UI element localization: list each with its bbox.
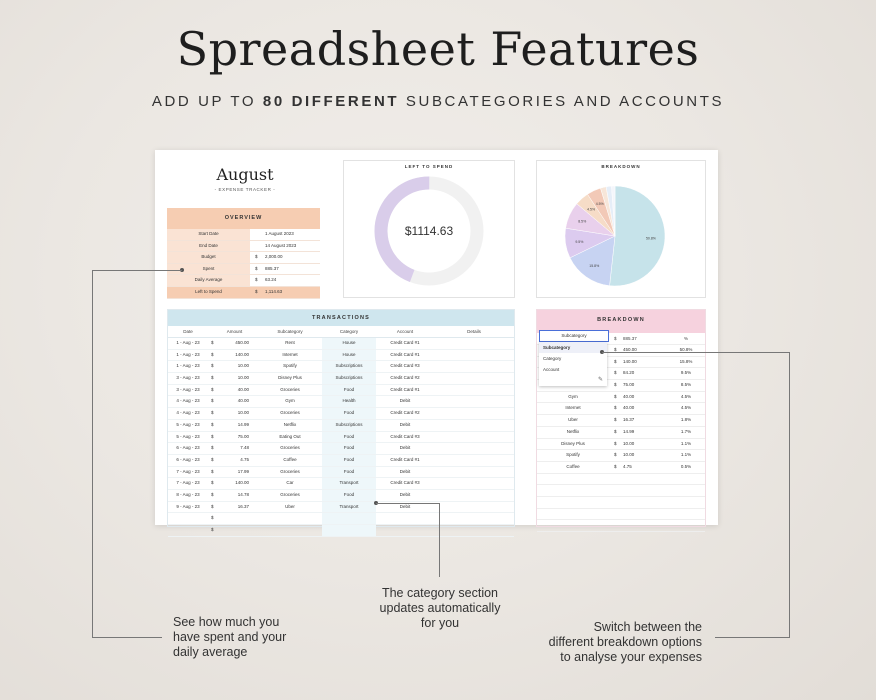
col-amount: Amount [226, 329, 243, 334]
cell-date[interactable]: 1 - Aug - 23 [176, 340, 200, 345]
cell-details[interactable] [434, 408, 514, 419]
overview-label: Budget [167, 252, 250, 263]
cell-category: Subscriptions [322, 420, 376, 431]
cell-details[interactable] [434, 373, 514, 384]
breakdown-total: $ 885.37 [614, 336, 637, 341]
overview-row [167, 287, 320, 299]
pie-label: 9.5% [575, 239, 584, 244]
breakdown-amount: $ 450.00 [614, 347, 637, 352]
cell-account[interactable]: Credit Card #1 [390, 456, 420, 462]
col-date: Date [183, 329, 193, 334]
cell-account[interactable]: Credit Card #2 [390, 410, 420, 416]
breakdown-pie-chart [537, 161, 705, 297]
annotation-line-right-h [602, 352, 789, 353]
cell-subcategory[interactable]: Spotify [283, 363, 297, 369]
cell-details[interactable] [434, 502, 514, 513]
breakdown-selector-input[interactable]: Subcategory [539, 330, 609, 342]
cell-subcategory[interactable]: Eating Out [279, 433, 301, 439]
overview-row [167, 264, 320, 276]
table-row[interactable] [168, 408, 514, 420]
annotation-line-left-v [92, 270, 93, 637]
cell-account[interactable]: Credit Card #1 [390, 340, 420, 345]
cell-category: Subscriptions [322, 373, 376, 384]
breakdown-row [537, 439, 705, 451]
cell-details[interactable] [434, 525, 514, 536]
pie-label: 4.5% [587, 207, 596, 212]
cell-category: Food [322, 408, 376, 419]
annotation-right: Switch between the different breakdown options to analyse your expenses [548, 620, 702, 664]
cell-subcategory[interactable]: Groceries [280, 386, 300, 392]
cell-category: Food [322, 443, 376, 454]
overview-label: Left to Spend [167, 287, 250, 298]
left-to-spend-title: LEFT TO SPEND [404, 164, 454, 169]
cell-amount[interactable]: $ 14.99 [211, 421, 249, 427]
breakdown-name: Disney Plus [561, 440, 585, 446]
cell-details[interactable] [434, 396, 514, 407]
cell-subcategory[interactable] [258, 513, 322, 524]
cell-subcategory[interactable]: Uber [285, 503, 295, 509]
breakdown-amount [609, 497, 667, 508]
table-row[interactable] [168, 502, 514, 514]
annotation-middle: The category section updates automatically for you [379, 586, 501, 630]
breakdown-row [537, 485, 705, 497]
cell-subcategory[interactable]: Internet [282, 351, 298, 357]
breakdown-row [537, 415, 705, 427]
pie-slice-rent [610, 186, 665, 286]
breakdown-pct [667, 474, 705, 485]
breakdown-amount: $ 10.00 [614, 440, 635, 446]
overview-row [167, 252, 320, 264]
cell-date[interactable]: 7 - Aug - 23 [176, 468, 200, 474]
cell-amount[interactable]: $ 40.00 [211, 386, 249, 392]
cell-date[interactable]: 3 - Aug - 23 [176, 375, 200, 381]
overview-label: Spent [167, 264, 250, 275]
breakdown-amount: $ 75.00 [614, 382, 635, 388]
breakdown-name: Internet [565, 405, 581, 411]
cell-subcategory[interactable]: Groceries [280, 410, 300, 416]
transactions-header: TRANSACTIONS [168, 310, 514, 326]
cell-details[interactable] [434, 513, 514, 524]
cell-details[interactable] [434, 443, 514, 454]
dropdown-option-account[interactable]: Account [543, 367, 560, 372]
breakdown-row [537, 520, 705, 532]
cell-subcategory[interactable]: Rent [285, 340, 295, 345]
breakdown-name [537, 509, 609, 520]
cell-amount[interactable]: $ 10.00 [211, 375, 249, 381]
cell-category: House [322, 350, 376, 361]
cell-date[interactable]: 8 - Aug - 23 [176, 491, 200, 497]
breakdown-name: Netflix [566, 428, 580, 434]
cell-amount[interactable]: $ 14.78 [211, 491, 249, 497]
overview-header: OVERVIEW [167, 208, 320, 229]
page-title: Spreadsheet Features [176, 22, 700, 76]
breakdown-amount: $ 10.00 [614, 452, 635, 458]
cell-account[interactable]: Debit [399, 421, 411, 427]
col-details: Details [467, 329, 481, 334]
cell-account[interactable]: Debit [399, 503, 411, 509]
breakdown-pct: 4.5% [680, 405, 692, 411]
cell-date[interactable]: 5 - Aug - 23 [176, 433, 200, 439]
breakdown-pct: 1.1% [680, 440, 692, 446]
cell-subcategory[interactable]: Netflix [283, 421, 297, 427]
breakdown-dropdown-menu [539, 342, 607, 386]
breakdown-pct: 1.8% [680, 417, 692, 423]
overview-label: Start Date [167, 229, 250, 240]
breakdown-name [537, 520, 609, 531]
cell-amount[interactable]: $ 4.75 [211, 456, 249, 462]
table-row[interactable] [168, 361, 514, 373]
cell-category: Food [322, 467, 376, 478]
breakdown-amount: $ 16.37 [614, 417, 635, 423]
overview-value: 14 August 2023 [265, 242, 297, 248]
table-row[interactable] [168, 513, 514, 525]
cell-date[interactable] [168, 525, 208, 536]
cell-date[interactable]: 7 - Aug - 23 [176, 480, 200, 486]
breakdown-pct: 4.5% [680, 393, 692, 399]
breakdown-pct: 15.8% [679, 358, 693, 364]
breakdown-pct [667, 520, 705, 531]
table-row[interactable] [168, 385, 514, 397]
breakdown-amount [609, 509, 667, 520]
cell-subcategory[interactable]: Groceries [280, 468, 300, 474]
cell-amount[interactable]: $ 75.00 [211, 433, 249, 439]
breakdown-row [537, 403, 705, 415]
cell-amount[interactable]: $ 10.00 [211, 410, 249, 416]
cell-details[interactable] [434, 490, 514, 501]
table-row[interactable] [168, 525, 514, 537]
cell-account[interactable] [376, 513, 434, 524]
breakdown-pct: 0.5% [680, 463, 692, 469]
overview-table [167, 208, 320, 299]
breakdown-amount: $ 84.20 [614, 370, 635, 376]
table-row[interactable] [168, 467, 514, 479]
cell-subcategory[interactable]: Gym [285, 398, 295, 404]
breakdown-pct [667, 497, 705, 508]
cell-details[interactable] [434, 467, 514, 478]
overview-label: Daily Average [167, 275, 250, 286]
breakdown-pct [667, 485, 705, 496]
page-subtitle: ADD UP TO 80 DIFFERENT SUBCATEGORIES AND ACCOUNTS [151, 93, 725, 110]
cell-details[interactable] [434, 338, 514, 349]
breakdown-table-header: BREAKDOWN [537, 310, 705, 333]
cell-date[interactable]: 1 - Aug - 23 [176, 363, 200, 369]
breakdown-amount: $ 40.00 [614, 393, 635, 399]
cell-date[interactable]: 9 - Aug - 23 [176, 503, 200, 509]
pie-label: 8.5% [578, 219, 587, 224]
breakdown-row [537, 497, 705, 509]
annotation-line-left-h [92, 270, 182, 271]
pencil-icon[interactable]: ✎ [597, 377, 603, 383]
cell-subcategory[interactable]: Groceries [280, 445, 300, 451]
cell-account[interactable]: Credit Card #3 [390, 480, 420, 486]
breakdown-pct-header: % [683, 336, 688, 341]
cell-category: Food [322, 385, 376, 396]
cell-category: House [322, 338, 376, 349]
cell-category: Transport [322, 478, 376, 489]
annotation-line-right-v [789, 352, 790, 637]
cell-amount[interactable]: $ [211, 527, 214, 532]
breakdown-amount: $ 14.99 [614, 428, 635, 434]
cell-amount[interactable]: $ 140.00 [211, 480, 249, 486]
cell-date[interactable]: 3 - Aug - 23 [176, 386, 200, 392]
breakdown-amount [609, 474, 667, 485]
cell-account[interactable]: Debit [399, 445, 411, 451]
cell-subcategory[interactable] [258, 525, 322, 536]
cell-date[interactable]: 4 - Aug - 23 [176, 398, 200, 404]
cell-category [322, 525, 376, 536]
cell-details[interactable] [434, 478, 514, 489]
cell-date[interactable] [168, 513, 208, 524]
overview-value: $ 1,114.63 [250, 287, 320, 298]
cell-category: Food [322, 455, 376, 466]
annotation-line-left-h2 [92, 637, 162, 638]
cell-details[interactable] [434, 420, 514, 431]
breakdown-amount [609, 520, 667, 531]
cell-account[interactable] [376, 525, 434, 536]
breakdown-pct: 50.8% [679, 347, 693, 352]
cell-account[interactable]: Debit [399, 398, 411, 404]
breakdown-row [537, 462, 705, 474]
breakdown-amount: $ 140.00 [614, 358, 637, 364]
tracker-subtitle: - EXPENSE TRACKER - [214, 187, 276, 192]
cell-subcategory[interactable]: Disney Plus [278, 375, 302, 381]
col-category: Category [339, 329, 359, 334]
table-row[interactable] [168, 350, 514, 362]
annotation-line-middle-h [376, 503, 439, 504]
cell-amount[interactable]: $ [211, 515, 214, 521]
overview-value: $ 2,000.00 [255, 254, 283, 260]
cell-subcategory[interactable]: Groceries [280, 491, 300, 497]
breakdown-row [537, 474, 705, 486]
table-row[interactable] [168, 396, 514, 408]
overview-label: End Date [167, 241, 250, 252]
breakdown-amount: $ 4.75 [614, 463, 632, 469]
col-account: Account [396, 329, 414, 334]
breakdown-chart-title: BREAKDOWN [601, 164, 641, 169]
overview-row [167, 275, 320, 287]
breakdown-name: Spotify [566, 452, 580, 458]
left-to-spend-card [343, 160, 515, 298]
cell-account[interactable]: Credit Card #2 [390, 375, 420, 381]
annotation-line-right-h2 [715, 637, 790, 638]
overview-value: $ 63.24 [255, 277, 277, 283]
breakdown-name: Coffee [566, 463, 580, 469]
cell-date[interactable]: 5 - Aug - 23 [176, 421, 200, 427]
cell-amount[interactable]: $ 450.00 [211, 340, 249, 345]
table-row[interactable] [168, 490, 514, 502]
pie-label: 50.8% [645, 236, 656, 241]
dropdown-option-subcategory[interactable]: Subcategory [539, 342, 607, 353]
breakdown-row [537, 450, 705, 462]
breakdown-name: Uber [568, 417, 578, 423]
month-title: August [216, 165, 274, 184]
breakdown-row [537, 427, 705, 439]
cell-account[interactable]: Credit Card #3 [390, 433, 420, 439]
cell-amount[interactable]: $ 16.37 [211, 503, 249, 509]
breakdown-amount: $ 40.00 [614, 405, 635, 411]
cell-account[interactable]: Credit Card #3 [390, 363, 420, 369]
cell-details[interactable] [434, 385, 514, 396]
cell-subcategory[interactable]: Car [286, 480, 294, 486]
cell-subcategory[interactable]: Coffee [283, 456, 297, 462]
cell-date[interactable]: 6 - Aug - 23 [176, 445, 200, 451]
transactions-columns [168, 326, 514, 338]
cell-category [322, 513, 376, 524]
transactions-table [167, 309, 515, 532]
breakdown-pct [667, 509, 705, 520]
cell-category: Health [322, 396, 376, 407]
cell-category: Transport [322, 502, 376, 513]
breakdown-chart-card [536, 160, 706, 298]
dropdown-option-category[interactable]: Category [543, 356, 562, 361]
breakdown-pct: 8.5% [680, 382, 692, 388]
left-to-spend-donut [344, 161, 514, 297]
cell-amount[interactable]: $ 17.99 [211, 468, 249, 474]
table-row[interactable] [168, 432, 514, 444]
left-to-spend-amount: $1114.63 [404, 224, 454, 238]
cell-amount[interactable]: $ 140.00 [211, 351, 249, 357]
overview-row [167, 229, 320, 241]
table-row[interactable] [168, 443, 514, 455]
overview-row [167, 241, 320, 253]
cell-details[interactable] [434, 432, 514, 443]
cell-amount[interactable]: $ 10.00 [211, 363, 249, 369]
cell-category: Food [322, 490, 376, 501]
annotation-line-middle-v [439, 503, 440, 577]
cell-account[interactable]: Credit Card #1 [390, 351, 420, 357]
table-row[interactable] [168, 455, 514, 467]
cell-details[interactable] [434, 361, 514, 372]
breakdown-pct: 9.5% [680, 370, 692, 376]
pie-label: 4.5% [595, 201, 604, 206]
cell-date[interactable]: 4 - Aug - 23 [176, 410, 200, 416]
cell-amount[interactable]: $ 40.00 [211, 398, 249, 404]
table-row[interactable] [168, 478, 514, 490]
pie-label: 15.8% [589, 263, 600, 268]
overview-value: 1 August 2023 [265, 231, 294, 236]
breakdown-name [537, 474, 609, 485]
cell-details[interactable] [434, 455, 514, 466]
breakdown-amount [609, 485, 667, 496]
col-subcategory: Subcategory [277, 329, 303, 334]
cell-account[interactable]: Credit Card #1 [390, 386, 420, 392]
cell-category: Subscriptions [322, 361, 376, 372]
annotation-left: See how much you have spent and your daily average [173, 615, 287, 659]
table-row[interactable] [168, 373, 514, 385]
cell-date[interactable]: 6 - Aug - 23 [176, 456, 200, 462]
overview-value: $ 885.37 [255, 265, 279, 271]
table-row[interactable] [168, 420, 514, 432]
cell-account[interactable]: Debit [399, 491, 411, 497]
breakdown-pct: 1.1% [680, 452, 692, 458]
breakdown-pct: 1.7% [680, 428, 692, 434]
cell-amount[interactable]: $ 7.48 [211, 445, 249, 451]
table-row[interactable] [168, 338, 514, 350]
breakdown-row [537, 392, 705, 404]
breakdown-row [537, 509, 705, 521]
cell-date[interactable]: 1 - Aug - 23 [176, 351, 200, 357]
cell-details[interactable] [434, 350, 514, 361]
breakdown-name [537, 485, 609, 496]
breakdown-name [537, 497, 609, 508]
cell-category: Food [322, 432, 376, 443]
cell-account[interactable]: Debit [399, 468, 411, 474]
breakdown-name: Gym [568, 393, 578, 399]
